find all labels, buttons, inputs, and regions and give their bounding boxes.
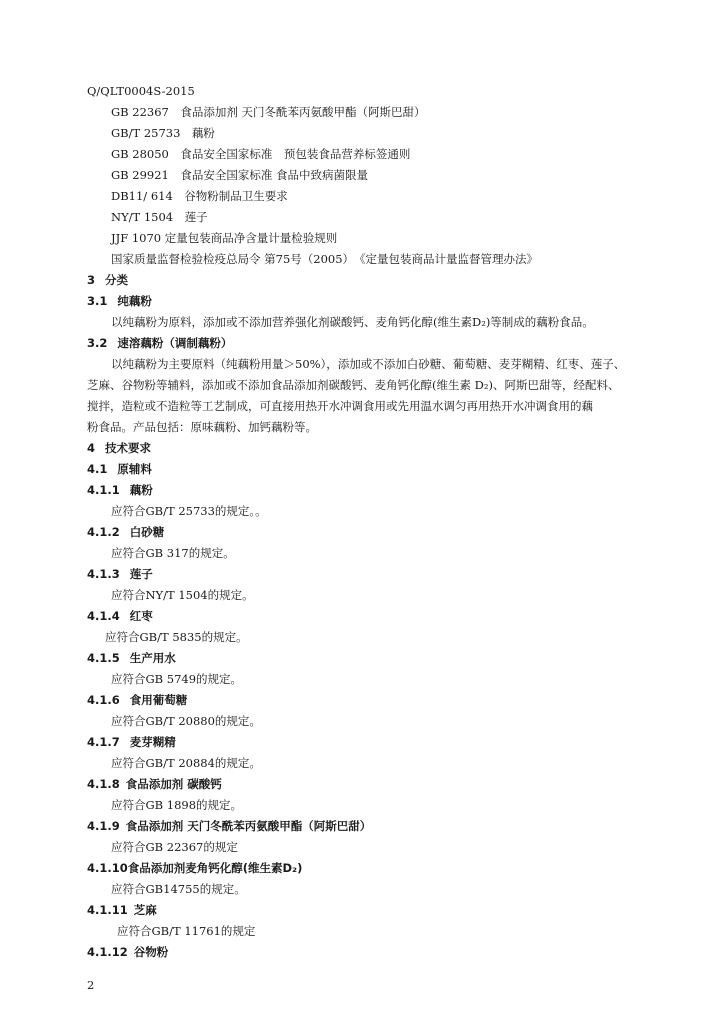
- item-text: 应符合GB 5749的规定。: [111, 672, 243, 686]
- item-text: 应符合GB/T 11761的规定: [117, 924, 256, 938]
- reference-item: JJF 1070 定量包装商品净含量计量检验规则: [111, 231, 338, 245]
- item-text: 应符合NY/T 1504的规定。: [111, 588, 254, 602]
- paragraph-line: 粉食品。产品包括：原味藕粉、加钙藕粉等。: [87, 420, 317, 434]
- item-heading: 4.1.6 食用葡萄糖: [87, 693, 188, 707]
- paragraph-line: 芝麻、谷物粉等辅料，添加或不添加食品添加剂碳酸钙、麦角钙化醇(维生素 D₂)、阿斯巴甜等，经配料、: [87, 378, 620, 392]
- item-heading: 4.1.11 芝麻: [87, 903, 157, 917]
- page-number: 2: [87, 978, 95, 992]
- item-text: 应符合GB 317的规定。: [111, 546, 235, 560]
- doc-code: Q/QLT0004S-2015: [87, 84, 195, 98]
- reference-item: DB11/ 614 谷物粉制品卫生要求: [111, 189, 288, 203]
- item-heading: 4.1.9 食品添加剂 天门冬酰苯丙氨酸甲酯（阿斯巴甜）: [87, 819, 372, 833]
- item-heading: 4.1.4 红枣: [87, 609, 153, 623]
- item-heading: 4.1.10食品添加剂麦角钙化醇(维生素D₂): [87, 861, 303, 875]
- item-heading: 4.1.8 食品添加剂 碳酸钙: [87, 777, 222, 791]
- section-heading: 4 技术要求: [87, 441, 152, 455]
- item-text: 应符合GB14755的规定。: [111, 882, 246, 896]
- reference-item: GB 22367 食品添加剂 天门冬酰苯丙氨酸甲酯（阿斯巴甜）: [111, 105, 426, 119]
- subsection-heading: 4.1 原辅料: [87, 462, 152, 476]
- item-heading: 4.1.3 莲子: [87, 567, 153, 581]
- item-text: 应符合GB/T 20880的规定。: [111, 714, 261, 728]
- item-heading: 4.1.5 生产用水: [87, 651, 176, 665]
- item-heading: 4.1.7 麦芽糊精: [87, 735, 176, 749]
- reference-item: 国家质量监督检验检疫总局令 第75号（2005） 《定量包装商品计量监督管理办法》: [111, 252, 539, 266]
- paragraph-line: 以纯藕粉为主要原料（纯藕粉用量＞50%），添加或不添加白砂糖、葡萄糖、麦芽糊精、红枣、莲子、: [111, 357, 626, 371]
- subsection-heading: 3.1 纯藕粉: [87, 294, 152, 308]
- reference-item: NY/T 1504 莲子: [111, 210, 208, 224]
- reference-item: GB/T 25733 藕粉: [111, 126, 215, 140]
- subsection-heading: 3.2 速溶藕粉（调制藕粉）: [87, 336, 233, 350]
- section-heading: 3 分类: [87, 273, 129, 287]
- item-heading: 4.1.1 藕粉: [87, 483, 153, 497]
- item-text: 应符合GB/T 25733的规定。。: [111, 504, 267, 518]
- reference-item: GB 29921 食品安全国家标准 食品中致病菌限量: [111, 168, 369, 182]
- item-text: 应符合GB 22367的规定: [111, 840, 238, 854]
- reference-item: GB 28050 食品安全国家标准 预包装食品营养标签通则: [111, 147, 411, 161]
- item-text: 应符合GB/T 5835的规定。: [105, 630, 248, 644]
- item-text: 应符合GB/T 20884的规定。: [111, 756, 261, 770]
- item-text: 应符合GB 1898的规定。: [111, 798, 243, 812]
- item-heading: 4.1.12 谷物粉: [87, 945, 169, 959]
- item-heading: 4.1.2 白砂糖: [87, 525, 165, 539]
- paragraph-line: 以纯藕粉为原料，添加或不添加营养强化剂碳酸钙、麦角钙化醇(维生素D₂)等制成的藕粉食品。: [111, 315, 594, 329]
- paragraph-line: 搅拌，造粒或不造粒等工艺制成，可直接用热开水冲调食用或先用温水调匀再用热开水冲调食用的藕: [87, 399, 593, 413]
